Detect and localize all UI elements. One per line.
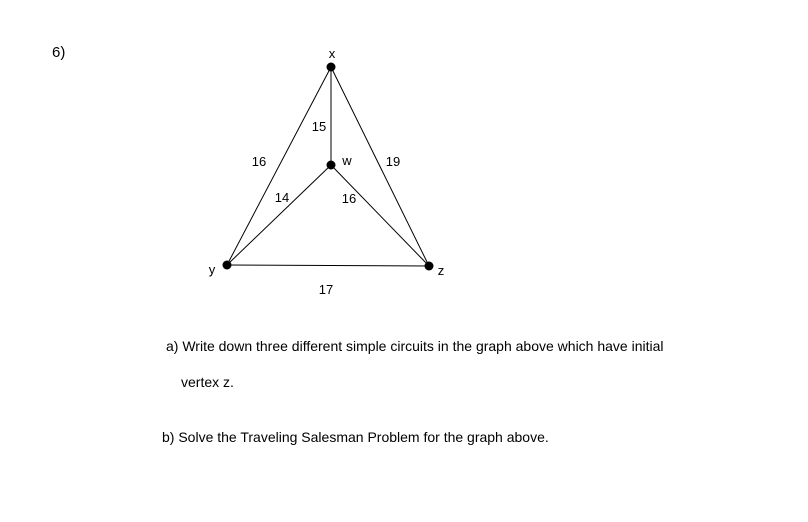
edge-weight-w-z: 16 — [341, 191, 357, 206]
question-a-line-1: a) Write down three different simple circuits in the graph above which have initial — [166, 338, 664, 354]
edge-y-z — [227, 265, 429, 266]
edge-x-y — [227, 67, 331, 265]
problem-number: 6) — [52, 44, 66, 61]
edge-w-y — [227, 165, 331, 265]
vertex-x — [327, 63, 336, 72]
question-a-line-2: vertex z. — [181, 374, 234, 390]
vertex-label-w: w — [342, 153, 352, 168]
vertex-label-x: x — [328, 46, 336, 61]
edge-weight-w-y: 14 — [274, 190, 290, 205]
edge-w-z — [331, 165, 429, 266]
vertex-z — [425, 262, 434, 271]
edge-weight-y-z: 17 — [318, 282, 334, 297]
edge-weight-x-w: 15 — [311, 119, 327, 134]
vertex-y — [223, 261, 232, 270]
question-b: b) Solve the Traveling Salesman Problem for the graph above. — [162, 429, 549, 445]
vertex-label-y: y — [208, 262, 216, 277]
edge-weight-x-y: 16 — [251, 154, 267, 169]
vertex-w — [327, 161, 336, 170]
edge-weight-x-z: 19 — [385, 154, 401, 169]
vertex-label-z: z — [437, 263, 445, 278]
